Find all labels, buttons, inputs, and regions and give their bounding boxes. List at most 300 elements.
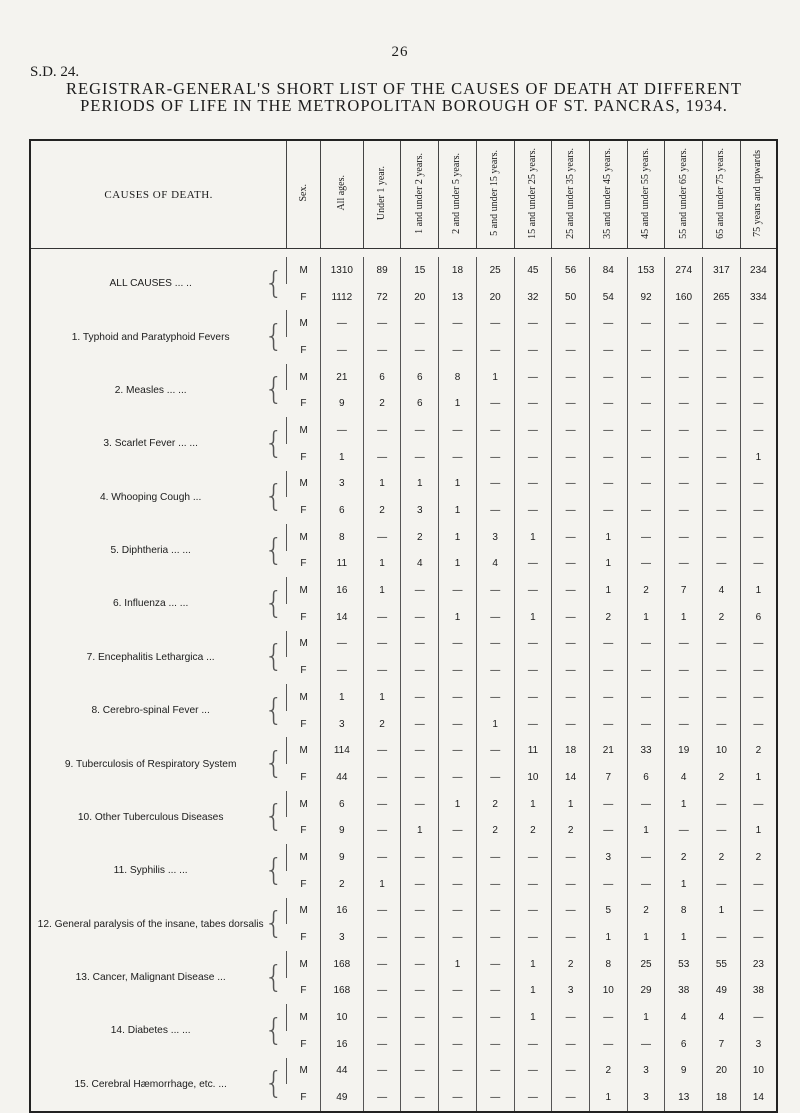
table-row — [30, 898, 777, 925]
sex-cell: F — [300, 344, 307, 356]
age-band-cell: — — [363, 898, 401, 925]
causes-of-death-table — [29, 139, 778, 1113]
all-ages-cell: 8 — [320, 524, 363, 551]
age-band-cell: 13 — [665, 1084, 703, 1112]
age-band-cell: — — [363, 631, 401, 658]
age-band-cell: — — [589, 497, 627, 524]
age-band-cell: — — [476, 310, 514, 337]
age-band-cell: — — [740, 310, 777, 337]
age-band-cell: — — [439, 737, 477, 764]
sex-cell: M — [287, 684, 321, 711]
age-band-cell: 23 — [740, 951, 777, 978]
age-band-cell: 2 — [363, 497, 401, 524]
age-band-cell: 3 — [401, 497, 439, 524]
cause-cell — [30, 471, 287, 524]
age-band-cell: — — [476, 1004, 514, 1031]
age-band-cell: — — [552, 1084, 590, 1112]
age-band-cell: — — [703, 310, 741, 337]
all-ages-cell: 16 — [320, 1031, 363, 1058]
age-band-cell: — — [627, 844, 665, 871]
age-band-cell: — — [703, 817, 741, 844]
table-row — [30, 577, 777, 604]
age-band-cell: — — [552, 577, 590, 604]
cause-label: 5. Diphtheria ... ... — [110, 545, 191, 557]
age-band-cell: 15 — [401, 257, 439, 284]
cause-label: 4. Whooping Cough ... — [99, 491, 202, 503]
age-band-cell: — — [476, 924, 514, 951]
sex-cell: M — [287, 364, 321, 391]
age-band-cell: — — [703, 444, 741, 471]
age-band-cell: 1 — [514, 978, 552, 1005]
age-band-cell: — — [627, 684, 665, 711]
age-band-cell: — — [363, 924, 401, 951]
age-band-cell: 10 — [589, 978, 627, 1005]
age-band-cell: 1 — [363, 684, 401, 711]
all-ages-cell: — — [320, 631, 363, 658]
sex-cell: M — [287, 737, 321, 764]
age-band-cell: 1 — [401, 817, 439, 844]
all-ages-cell: 6 — [320, 791, 363, 818]
age-band-cell: — — [363, 417, 401, 444]
header-age-band: 65 and under 75 years. — [703, 140, 741, 249]
age-band-cell: 2 — [401, 524, 439, 551]
age-band-cell: 7 — [589, 764, 627, 791]
age-band-cell: 334 — [740, 284, 777, 311]
age-band-cell: 1 — [740, 817, 777, 844]
age-band-cell: — — [552, 1058, 590, 1085]
age-band-cell: 8 — [439, 364, 477, 391]
age-band-cell: — — [740, 898, 777, 925]
age-band-cell: — — [401, 1084, 439, 1112]
header-age-band: 75 years and upwards — [740, 140, 777, 249]
cause-cell — [30, 684, 287, 737]
table-row — [30, 1058, 777, 1085]
age-band-cell: — — [363, 310, 401, 337]
sex-cell: M — [287, 1058, 321, 1085]
cause-cell — [30, 1004, 287, 1057]
cause-cell — [30, 844, 287, 897]
sex-cell: M — [287, 1004, 321, 1031]
age-band-cell: — — [476, 764, 514, 791]
age-band-cell: — — [401, 898, 439, 925]
age-band-cell: 1 — [363, 577, 401, 604]
age-band-cell: — — [740, 631, 777, 658]
age-band-cell: — — [589, 337, 627, 364]
age-band-cell: — — [740, 417, 777, 444]
age-band-cell: — — [476, 684, 514, 711]
sex-cell: F — [300, 558, 307, 570]
age-band-cell: 2 — [627, 577, 665, 604]
age-band-cell: — — [552, 844, 590, 871]
age-band-cell: 1 — [514, 524, 552, 551]
cause-cell — [30, 310, 287, 363]
age-band-cell: — — [476, 471, 514, 498]
age-band-cell: — — [627, 497, 665, 524]
cause-label: 12. General paralysis of the insane, tabes dorsalis — [37, 918, 264, 930]
age-band-cell: — — [401, 577, 439, 604]
all-ages-cell: 44 — [320, 764, 363, 791]
age-band-cell: — — [401, 951, 439, 978]
age-band-cell: 1 — [589, 551, 627, 578]
age-band-cell: — — [665, 684, 703, 711]
age-band-cell: 53 — [665, 951, 703, 978]
age-band-cell: — — [552, 657, 590, 684]
age-band-cell: — — [665, 417, 703, 444]
age-band-cell: 1 — [703, 898, 741, 925]
age-band-cell: 1 — [514, 951, 552, 978]
age-band-cell: — — [439, 417, 477, 444]
age-band-cell: 20 — [703, 1058, 741, 1085]
header-age-band: 2 and under 5 years. — [439, 140, 477, 249]
sex-cell: F — [300, 665, 307, 677]
age-band-cell: — — [703, 524, 741, 551]
age-band-cell: 14 — [552, 764, 590, 791]
age-band-cell: 1 — [439, 471, 477, 498]
age-band-cell: — — [363, 1084, 401, 1112]
age-band-cell: — — [703, 337, 741, 364]
age-band-cell: — — [589, 657, 627, 684]
cause-label: 7. Encephalitis Lethargica ... — [86, 651, 215, 663]
header-cause: CAUSES OF DEATH. — [30, 140, 287, 249]
age-band-cell: — — [740, 871, 777, 898]
age-band-cell: — — [514, 684, 552, 711]
age-band-cell: 2 — [363, 390, 401, 417]
age-band-cell: — — [703, 631, 741, 658]
age-band-cell: — — [665, 444, 703, 471]
age-band-cell: — — [627, 524, 665, 551]
sex-cell: F — [300, 291, 307, 303]
age-band-cell: — — [514, 310, 552, 337]
age-band-cell: 1 — [439, 390, 477, 417]
age-band-cell: — — [401, 1004, 439, 1031]
age-band-cell: 33 — [627, 737, 665, 764]
age-band-cell: 38 — [665, 978, 703, 1005]
brace-glyph: { — [264, 479, 284, 515]
age-band-cell: 56 — [552, 257, 590, 284]
age-band-cell: 11 — [514, 737, 552, 764]
table-row — [30, 257, 777, 284]
age-band-cell: 72 — [363, 284, 401, 311]
age-band-cell: — — [363, 444, 401, 471]
table-row — [30, 310, 777, 337]
age-band-cell: — — [627, 364, 665, 391]
all-ages-cell: 168 — [320, 978, 363, 1005]
sex-cell: F — [300, 1038, 307, 1050]
age-band-cell: 1 — [439, 951, 477, 978]
age-band-cell: 2 — [363, 711, 401, 738]
all-ages-cell: 9 — [320, 390, 363, 417]
brace-glyph: { — [264, 906, 284, 942]
age-band-cell: — — [514, 417, 552, 444]
age-band-cell: — — [363, 951, 401, 978]
age-band-cell: 25 — [627, 951, 665, 978]
age-band-cell: 1 — [589, 924, 627, 951]
age-band-cell: — — [589, 364, 627, 391]
age-band-cell: — — [439, 444, 477, 471]
age-band-cell: — — [439, 711, 477, 738]
age-band-cell: 3 — [627, 1058, 665, 1085]
cause-label: 6. Influenza ... ... — [112, 598, 189, 610]
age-band-cell: 18 — [703, 1084, 741, 1112]
sex-cell: F — [300, 878, 307, 890]
age-band-cell: — — [401, 444, 439, 471]
age-band-cell: 265 — [703, 284, 741, 311]
cause-label: 14. Diabetes ... ... — [110, 1025, 191, 1037]
age-band-cell: — — [703, 924, 741, 951]
age-band-cell: 49 — [703, 978, 741, 1005]
all-ages-cell: 1310 — [320, 257, 363, 284]
age-band-cell: — — [514, 711, 552, 738]
age-band-cell: — — [740, 471, 777, 498]
age-band-cell: 2 — [740, 737, 777, 764]
age-band-cell: — — [439, 631, 477, 658]
all-ages-cell: 6 — [320, 497, 363, 524]
age-band-cell: — — [627, 551, 665, 578]
age-band-cell: 6 — [665, 1031, 703, 1058]
age-band-cell: — — [552, 364, 590, 391]
cause-label: 10. Other Tuberculous Diseases — [77, 811, 224, 823]
age-band-cell: 2 — [476, 817, 514, 844]
age-band-cell: 1 — [665, 604, 703, 631]
age-band-cell: 3 — [627, 1084, 665, 1112]
header-sex: Sex. — [287, 140, 321, 249]
age-band-cell: — — [363, 1031, 401, 1058]
age-band-cell: 8 — [589, 951, 627, 978]
age-band-cell: — — [401, 711, 439, 738]
age-band-cell: 14 — [740, 1084, 777, 1112]
cause-cell — [30, 1058, 287, 1112]
age-band-cell: 274 — [665, 257, 703, 284]
age-band-cell: 3 — [552, 978, 590, 1005]
age-band-cell: — — [401, 737, 439, 764]
age-band-cell: — — [552, 417, 590, 444]
spacer-row — [30, 249, 777, 258]
age-band-cell: — — [552, 898, 590, 925]
age-band-cell: — — [665, 631, 703, 658]
age-band-cell: — — [703, 551, 741, 578]
age-band-cell: — — [401, 844, 439, 871]
age-band-cell: — — [439, 1058, 477, 1085]
age-band-cell: — — [439, 898, 477, 925]
sex-cell: M — [287, 471, 321, 498]
age-band-cell: 45 — [514, 257, 552, 284]
all-ages-cell: 1 — [320, 444, 363, 471]
age-band-cell: 4 — [665, 764, 703, 791]
cause-label: 9. Tuberculosis of Respiratory System — [64, 758, 237, 770]
sex-cell: F — [300, 451, 307, 463]
age-band-cell: 50 — [552, 284, 590, 311]
age-band-cell: 2 — [552, 951, 590, 978]
age-band-cell: — — [476, 337, 514, 364]
age-band-cell: — — [665, 551, 703, 578]
age-band-cell: — — [363, 737, 401, 764]
age-band-cell: — — [401, 310, 439, 337]
age-band-cell: 4 — [703, 577, 741, 604]
all-ages-cell: 16 — [320, 898, 363, 925]
age-band-cell: — — [627, 390, 665, 417]
age-band-cell: — — [514, 577, 552, 604]
age-band-cell: — — [627, 1031, 665, 1058]
age-band-cell: — — [514, 844, 552, 871]
cause-label: 2. Measles ... ... — [114, 384, 187, 396]
age-band-cell: — — [401, 657, 439, 684]
age-band-cell: — — [740, 524, 777, 551]
age-band-cell: 84 — [589, 257, 627, 284]
age-band-cell: 1 — [589, 524, 627, 551]
brace-glyph: { — [264, 639, 284, 675]
age-band-cell: — — [589, 1004, 627, 1031]
age-band-cell: — — [439, 764, 477, 791]
age-band-cell: — — [476, 978, 514, 1005]
age-band-cell: — — [363, 844, 401, 871]
brace-glyph: { — [264, 532, 284, 568]
age-band-cell: — — [439, 1084, 477, 1112]
age-band-cell: — — [665, 310, 703, 337]
age-band-cell: — — [703, 684, 741, 711]
sex-cell: F — [300, 932, 307, 944]
cause-cell — [30, 951, 287, 1004]
cause-label: 8. Cerebro-spinal Fever ... — [91, 705, 210, 717]
age-band-cell: 2 — [703, 764, 741, 791]
sex-cell: F — [300, 825, 307, 837]
age-band-cell: — — [552, 524, 590, 551]
age-band-cell: — — [627, 657, 665, 684]
age-band-cell: — — [703, 390, 741, 417]
table-row — [30, 951, 777, 978]
age-band-cell: 1 — [589, 1084, 627, 1112]
cause-cell — [30, 631, 287, 684]
age-band-cell: — — [740, 337, 777, 364]
age-band-cell: — — [589, 711, 627, 738]
table-row — [30, 524, 777, 551]
table-row — [30, 471, 777, 498]
brace-glyph: { — [264, 1066, 284, 1102]
age-band-cell: — — [589, 310, 627, 337]
age-band-cell: — — [476, 737, 514, 764]
table-row — [30, 844, 777, 871]
brace-glyph: { — [264, 372, 284, 408]
header-age-band: 15 and under 25 years. — [514, 140, 552, 249]
cause-label: 1. Typhoid and Paratyphoid Fevers — [71, 331, 230, 343]
table-row — [30, 791, 777, 818]
age-band-cell: — — [740, 364, 777, 391]
age-band-cell: 1 — [363, 871, 401, 898]
sex-cell: M — [287, 577, 321, 604]
age-band-cell: 3 — [476, 524, 514, 551]
age-band-cell: — — [439, 978, 477, 1005]
header-age-band: 25 and under 35 years. — [552, 140, 590, 249]
age-band-cell: — — [665, 497, 703, 524]
table-row — [30, 737, 777, 764]
age-band-cell: — — [627, 871, 665, 898]
age-band-cell: — — [363, 817, 401, 844]
age-band-cell: 234 — [740, 257, 777, 284]
age-band-cell: — — [703, 871, 741, 898]
age-band-cell: 6 — [363, 364, 401, 391]
cause-label: 3. Scarlet Fever ... ... — [103, 438, 198, 450]
age-band-cell: — — [740, 1004, 777, 1031]
age-band-cell: — — [514, 631, 552, 658]
age-band-cell: — — [589, 871, 627, 898]
age-band-cell: — — [439, 657, 477, 684]
age-band-cell: 19 — [665, 737, 703, 764]
age-band-cell: — — [514, 497, 552, 524]
age-band-cell: — — [703, 657, 741, 684]
all-ages-cell: 1112 — [320, 284, 363, 311]
age-band-cell: 2 — [514, 817, 552, 844]
sex-cell: M — [287, 951, 321, 978]
age-band-cell: 92 — [627, 284, 665, 311]
age-band-cell: — — [476, 844, 514, 871]
age-band-cell: 10 — [740, 1058, 777, 1085]
age-band-cell: — — [665, 471, 703, 498]
age-band-cell: — — [514, 390, 552, 417]
age-band-cell: — — [589, 390, 627, 417]
brace-glyph: { — [264, 425, 284, 461]
age-band-cell: — — [439, 871, 477, 898]
all-ages-cell: 49 — [320, 1084, 363, 1112]
age-band-cell: — — [363, 791, 401, 818]
age-band-cell: 1 — [514, 791, 552, 818]
age-band-cell: 6 — [401, 364, 439, 391]
all-ages-cell: 3 — [320, 471, 363, 498]
age-band-cell: — — [363, 978, 401, 1005]
document-reference: S.D. 24. — [30, 64, 80, 80]
age-band-cell: 1 — [476, 364, 514, 391]
age-band-cell: — — [552, 604, 590, 631]
age-band-cell: — — [703, 711, 741, 738]
age-band-cell: — — [514, 871, 552, 898]
age-band-cell: — — [589, 684, 627, 711]
age-band-cell: 1 — [514, 604, 552, 631]
age-band-cell: 8 — [665, 898, 703, 925]
brace-glyph: { — [264, 852, 284, 888]
age-band-cell: 1 — [740, 444, 777, 471]
age-band-cell: 1 — [439, 791, 477, 818]
header-age-band: 55 and under 65 years. — [665, 140, 703, 249]
age-band-cell: 55 — [703, 951, 741, 978]
age-band-cell: — — [363, 604, 401, 631]
sex-cell: F — [300, 718, 307, 730]
age-band-cell: — — [476, 444, 514, 471]
age-band-cell: — — [439, 1031, 477, 1058]
age-band-cell: — — [665, 524, 703, 551]
age-band-cell: 2 — [476, 791, 514, 818]
all-ages-cell: — — [320, 417, 363, 444]
sex-cell: M — [287, 844, 321, 871]
age-band-cell: — — [476, 497, 514, 524]
age-band-cell: 9 — [665, 1058, 703, 1085]
all-ages-cell: 9 — [320, 844, 363, 871]
age-band-cell: — — [552, 390, 590, 417]
age-band-cell: 20 — [476, 284, 514, 311]
age-band-cell: — — [363, 1058, 401, 1085]
all-ages-cell: 44 — [320, 1058, 363, 1085]
table-row — [30, 684, 777, 711]
cause-cell — [30, 364, 287, 417]
page-number: 26 — [391, 44, 409, 60]
age-band-cell: — — [514, 1031, 552, 1058]
age-band-cell: — — [552, 444, 590, 471]
age-band-cell: 10 — [703, 737, 741, 764]
age-band-cell: 20 — [401, 284, 439, 311]
age-band-cell: 153 — [627, 257, 665, 284]
age-band-cell: 2 — [703, 844, 741, 871]
age-band-cell: 4 — [703, 1004, 741, 1031]
table-row — [30, 417, 777, 444]
age-band-cell: 1 — [439, 497, 477, 524]
age-band-cell: — — [665, 390, 703, 417]
